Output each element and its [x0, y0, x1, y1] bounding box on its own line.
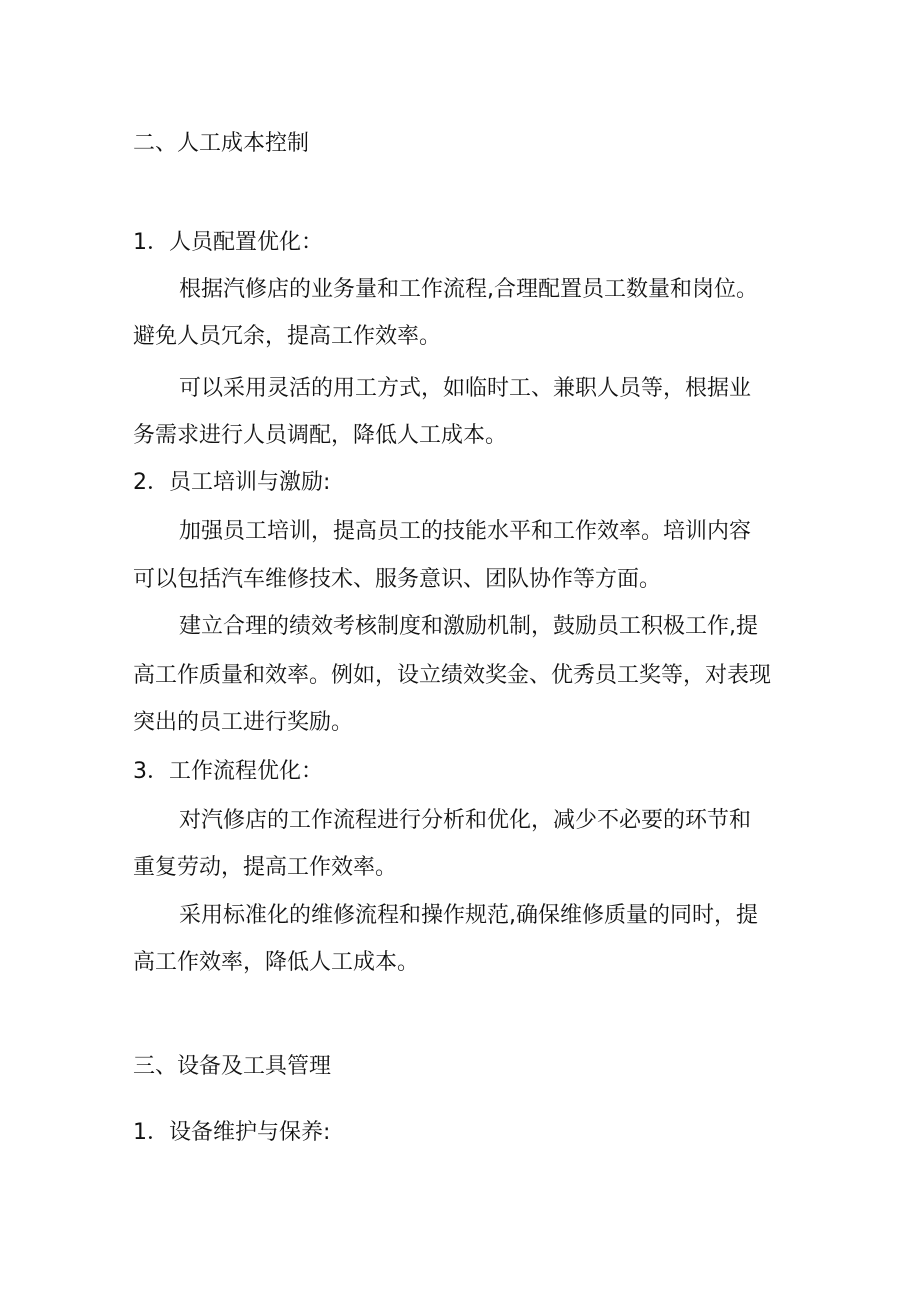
- item-title: 3．工作流程优化：: [133, 759, 323, 784]
- item-title: 1．人员配置优化：: [133, 230, 323, 255]
- section-heading: 二、人工成本控制: [133, 131, 310, 156]
- paragraph-line: 采用标准化的维修流程和操作规范,确保维修质量的同时，提: [179, 903, 758, 928]
- paragraph-line: 突出的员工进行奖励。: [133, 710, 354, 735]
- paragraph-line: 加强员工培训，提高员工的技能水平和工作效率。培训内容: [179, 519, 752, 544]
- item-title: 2．员工培训与激励:: [133, 470, 331, 495]
- paragraph-line: 建立合理的绩效考核制度和激励机制，鼓励员工积极工作,提: [179, 614, 758, 639]
- paragraph-line: 根据汽修店的业务量和工作流程,合理配置员工数量和岗位。: [179, 277, 758, 302]
- paragraph-line: 可以采用灵活的用工方式，如临时工、兼职人员等，根据业: [179, 376, 752, 401]
- paragraph-line: 重复劳动，提高工作效率。: [133, 855, 398, 880]
- item-title: 1．设备维护与保养:: [133, 1120, 331, 1145]
- paragraph-line: 务需求进行人员调配，降低人工成本。: [133, 423, 508, 448]
- section-heading: 三、设备及工具管理: [133, 1054, 332, 1079]
- paragraph-line: 高工作效率，降低人工成本。: [133, 950, 420, 975]
- paragraph-line: 对汽修店的工作流程进行分析和优化，减少不必要的环节和: [179, 808, 752, 833]
- paragraph-line: 可以包括汽车维修技术、服务意识、团队协作等方面。: [133, 567, 662, 592]
- paragraph-line: 避免人员冗余，提高工作效率。: [133, 324, 442, 349]
- paragraph-line: 高工作质量和效率。例如，设立绩效奖金、优秀员工奖等，对表现: [133, 663, 772, 688]
